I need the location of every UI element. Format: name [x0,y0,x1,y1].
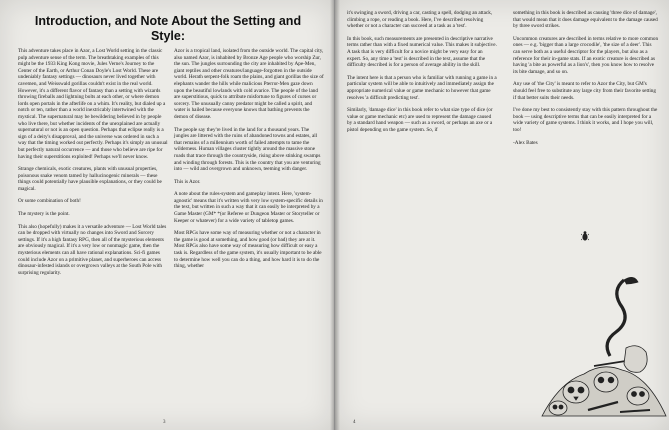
paragraph: something in this book is described as causing 'three dice of damage', that would mean that it does damage equivalent to the damage caused by three sword strikes. [513,10,658,30]
left-column-1 [18,48,168,282]
paragraph: Most RPGs have some way of measuring whether or not a character in the game is good at something, and how good (or bad) they are at it. Most RPGs also have some way of measuring how difficult or easy a task is. Regardless of the game system, it's usually important to be able to determine how well you can do a thing, and how hard it is to do the thing, whether [174,230,322,270]
paragraph: The intent here is that a person who is familiar with running a game in a particular system will be able to intuitively and immediately assign the appropriate numerical value or game mechanic to however that game resolves 'a difficult predicting test'. [347,74,497,101]
right-column-1 [347,10,497,140]
signature: -Alex Bates [513,139,538,146]
page-title: Introduction, and Note About the Setting and Style: [34,14,302,43]
page-number-right: 4 [353,420,356,425]
paragraph: Strange chemicals, exotic creatures, plants with unusual properties, poisonous snake venom tamed by hallucinogenic minerals — these things could potentially have plausible explanations, or they could be magical. [18,166,162,192]
skull-pile-illustration [540,270,668,422]
paragraph: Azor is a tropical land, isolated from the outside world. The capital city, also named Azor, is inhabited by Bronze Age people who worship Zur, the sun. The jungles surrounding the city are inhabited by Ape-Men, giant reptiles and other creatures/language-forgotten in the outside world. Herath serpent-folk roam the plains, and giant gorillas the size of elephants wander the hills while malicious Pterror-Men gaze down upon the beautiful lowlands with cold avarice. The people of the land are superstitious, quick to attribute misfortune to figures of curses or sorcery. The unusually canny predator might be called a spirit, and water is hailed because everyone knows that bathing prevents the demon of disease. [174,48,324,120]
paragraph: Uncommon creatures are described in terms relative to more common ones — e.g. 'bigger than a large crocodile', 'the size of a deer'. This can serve both as a useful descriptor for the players, but also as a reference for their in-game stats. If an exotic creature is described as having 'a bite as powerful as a lion's', then you know how to resolve its bite damage, and so on. [513,35,659,75]
paragraph: it's swinging a sword, driving a car, casting a spell, dodging an attack, climbing a rope, or reading a book. Here, I've described resolving whether or not a character can succeed at a task as a 'test'. [347,10,493,30]
paragraph: Similarly, 'damage dice' in this book refer to what size type of dice (or value or game mechanic etc) are used to represent the damage caused by a standard hand weapon — such as a sword, or perhaps an axe or a pistol depending on the game system. So, if [347,107,493,133]
book-gutter [330,0,340,430]
paragraph: This adventure takes place in Azor, a Lost World setting in the classic pulp adventure sense of the term. The breathtaking examples of this might be the 1933 King Kong movie, Jules Verne's Journey to the Center of the Earth, or Arthur Conan Doyle's Lost World. These are undeniably fantasy settings — dinosaurs never lived together with cavemen, and Weisswald gorillas couldn't exist in the real world. However, it's a different flavor of fantasy than a setting with wizards throwing fireballs and lightning bolts at each other, or where demon lords open portals in the afterlife on a whim. It's reality, but dialed up a notch or ten, rather than a world inextricably intertwined with the mystical. The supernatural may be bewildering believed in by people who live there, but whether incidents of the unexplained are actually supernatural or not is an open question. Perhaps that eclipse really is a sign of a deity's disapproval, and the universe was ordered in such a way that the timing worked out perfectly. Perhaps it's simply an unusual but perfectly natural occurrence — and those who believe are ripe for having their superstitions exploited! Perhaps we'll never know. [18,48,168,160]
paragraph: Any use of 'the City' is meant to refer to Azor the City, but GM's should feel free to substitute any large city from their favorite setting if that better suits their needs. [513,81,656,101]
scarab-ornament-icon [581,230,589,242]
paragraph: A note about the rules-system and gameplay intent. Here, 'system-agnostic' means that it's written with very low system-specific details in the text, but written in such a way that it can easily be interpreted by a Game Master (GM* *(or Referee or Dungeon Master or Storyteller or Keeper or whatever) for a wide variety of tabletop games. [174,191,323,224]
right-page [335,0,669,430]
paragraph: This also (hopefully) makes it a versatile adventure — Lost World tales can be dropped with virtually no changes into Sword and Sorcery settings. If it's a high fantasy RPG, then all of the mysterious elements are obviously magical. If it's a very low or nonmagic game, then the mysterious elements can all have rational explanations. Sci-fi games could include Azor on a primitive planet, and superheroes can access dinosaur-infested islands or overgrown valleys at the South Pole with surprising regularity. [18,223,167,276]
paragraph: The mystery is the point. [18,211,70,218]
paragraph: In this book, such measurements are presented in descriptive narrative terms rather than with a fixed numerical value. This makes it subjective. A task that is very difficult for a novice might be very easy for an expert. So, any time a 'test' is described in the text, assume that the difficulty described is for a person of average ability in the skill. [347,35,497,69]
paragraph: I've done my best to consistently stay with this pattern throughout the book — using descriptive terms that can be easily interpreted for a wide variety of game systems. I think it works, and I hope you will, too! [513,107,658,133]
left-page [0,0,334,430]
paragraph: The people say they're lived in the land for a thousand years. The jungles are littered with the ruins of abandoned towns and estates, all that remains of a millennium worth of failed attempts to tame the wilderness. Human villages cluster tightly around the massive stone roads that trace through the countryside, rising above stinking swamps and winding through forests. This is the country that you are venturing into — wild and overgrown and unknown, teeming with danger. [174,126,321,173]
left-column-2 [174,48,324,276]
right-column-2 [513,10,659,152]
paragraph: Or some combination of both! [18,198,81,205]
paragraph: This is Azor. [174,178,201,185]
page-number-left: 3 [163,420,166,425]
